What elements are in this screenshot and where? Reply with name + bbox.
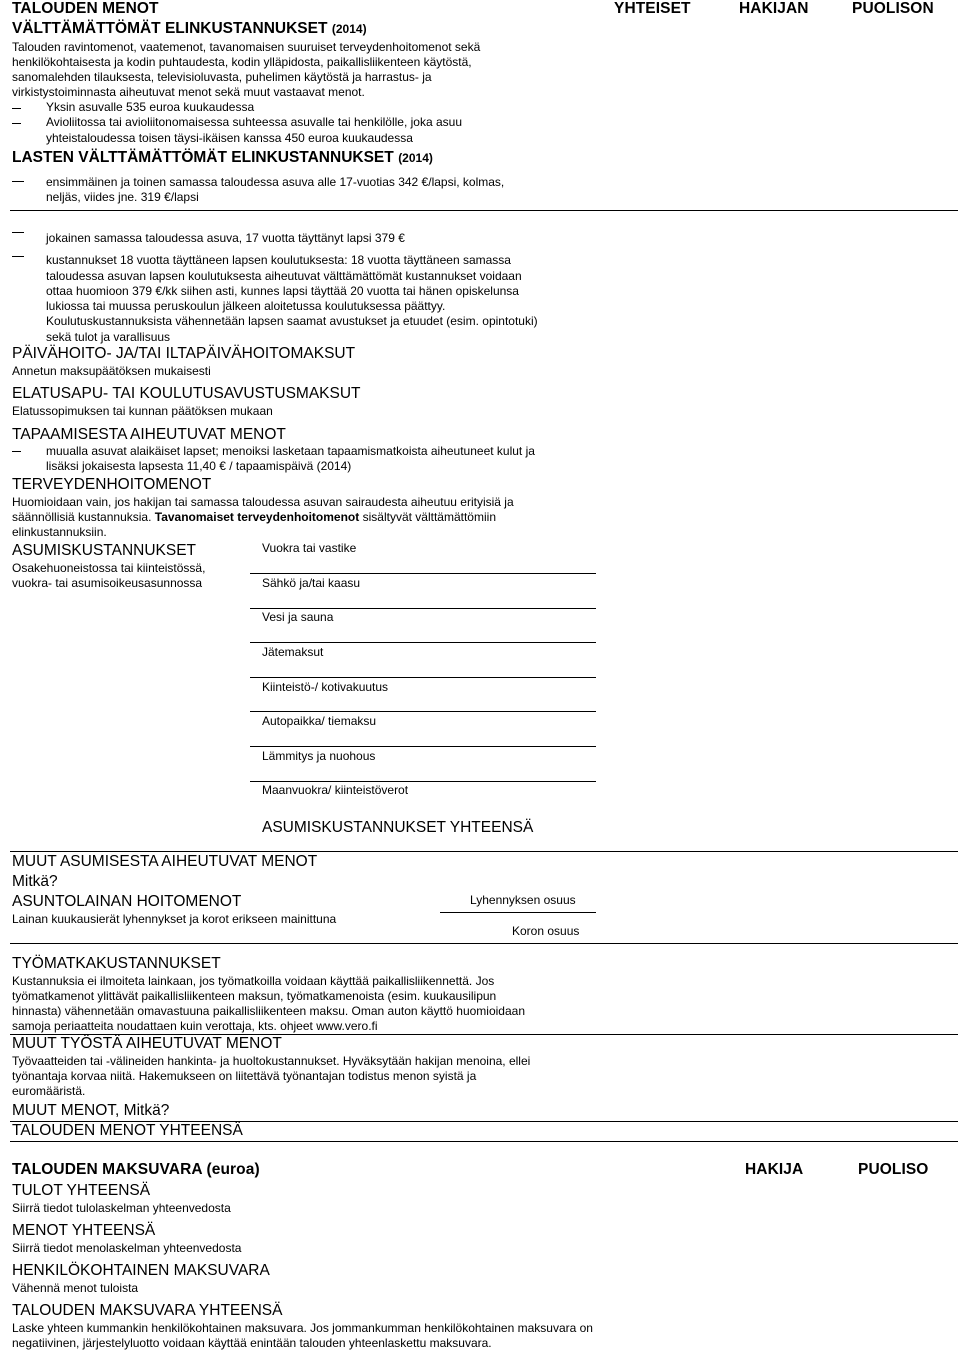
- section-commute-line: työmatkamenot ylittävät paikallisliikenteen maksun, työmatkamenoista (esim. kuukausilipun: [12, 989, 497, 1003]
- section-commute-title: TYÖMATKAKUSTANNUKSET: [12, 955, 221, 972]
- section-visitation-title: TAPAAMISESTA AIHEUTUVAT MENOT: [12, 426, 286, 443]
- s2-item-education-line: kustannukset 18 vuotta täyttäneen lapsen koulutuksesta: 18 vuotta täyttäneen samassa: [46, 253, 511, 267]
- housing-item-water: Vesi ja sauna: [262, 610, 334, 624]
- personal-capacity-title: HENKILÖKOHTAINEN MAKSUVARA: [12, 1262, 270, 1279]
- health-text-c: sisältyvät välttämättömiin: [362, 510, 496, 524]
- s1-text-line: henkilökohtaisesta ja kodin puhtaudesta, kodin ylläpidosta, paikallisliikenteen käytöstä,: [12, 55, 472, 69]
- s2-item-education-line: Koulutuskustannuksista vähennetään lapsen saamat avustukset ja etuudet (esim. opintotuki): [46, 314, 538, 328]
- housing-item-insurance-line: [250, 711, 596, 712]
- total-expenses-text: Siirrä tiedot menolaskelman yhteenvedosta: [12, 1241, 242, 1255]
- column-header-puoliso: PUOLISO: [858, 1161, 929, 1178]
- housing-item-water-line: [250, 642, 596, 643]
- section-year: (2014): [398, 151, 433, 165]
- housing-item-rent-line: [250, 573, 596, 574]
- s2-item-children-under17-cont: neljäs, viides jne. 319 €/lapsi: [46, 190, 199, 204]
- section-daycare-text: Annetun maksupäätöksen mukaisesti: [12, 364, 211, 378]
- row-divider: [10, 943, 958, 944]
- personal-capacity-text: Vähennä menot tuloista: [12, 1281, 139, 1295]
- section-health-line: Huomioidaan vain, jos hakijan tai samassa taloudessa asuvan sairaudesta aiheutuu erityisiä ja: [12, 495, 514, 509]
- page-title: TALOUDEN MENOT: [12, 0, 159, 17]
- housing-item-land-tax: Maanvuokra/ kiinteistöverot: [262, 783, 409, 797]
- housing-item-rent: Vuokra tai vastike: [262, 541, 357, 555]
- section-other-work-line: työnantaja korvaa niitä. Hakemukseen on liitettävä työnantajan todistus menon syistä ja: [12, 1069, 477, 1083]
- household-capacity-total-line: Laske yhteen kummankin henkilökohtainen maksuvara. Jos jommankumman henkilökohtainen maksuvara on: [12, 1321, 593, 1335]
- housing-item-electricity-line: [250, 608, 596, 609]
- s1-text-line: Talouden ravintomenot, vaatemenot, tavanomaisen suuruiset terveydenhoitomenot sekä: [12, 40, 481, 54]
- housing-item-parking: Autopaikka/ tiemaksu: [262, 714, 377, 728]
- section-commute-line: Kustannuksia ei ilmoiteta lainkaan, jos työmatkoilla voidaan käyttää paikallisliikennettä. Jos: [12, 974, 495, 988]
- health-text-a: säännöllisiä kustannuksia.: [12, 510, 152, 524]
- total-expenses-title: MENOT YHTEENSÄ: [12, 1222, 156, 1239]
- section-health-title: TERVEYDENHOITOMENOT: [12, 476, 212, 493]
- column-header-yhteiset: YHTEISET: [614, 0, 691, 17]
- household-capacity-total-line: negatiivinen, järjestelyluotto voidaan käyttää enintään talouden yhteenlaskettu maksuvara.: [12, 1336, 492, 1350]
- column-header-hakijan: HAKIJAN: [739, 0, 809, 17]
- housing-item-parking-line: [250, 746, 596, 747]
- mortgage-principal-label: Lyhennyksen osuus: [470, 893, 576, 907]
- column-header-hakija: HAKIJA: [745, 1161, 804, 1178]
- total-income-text: Siirrä tiedot tulolaskelman yhteenvedosta: [12, 1201, 231, 1215]
- housing-total: ASUMISKUSTANNUKSET YHTEENSÄ: [262, 819, 534, 836]
- column-header-puolison: PUOLISON: [852, 0, 934, 17]
- section-necessary-living-costs-title: [12, 20, 367, 38]
- section-other-housing-sub: Mitkä?: [12, 873, 58, 890]
- dash-bullet: [12, 451, 21, 452]
- s2-item-education-line: sekä tulot ja varallisuus: [46, 330, 171, 344]
- housing-item-electricity: Sähkö ja/tai kaasu: [262, 576, 361, 590]
- housing-item-insurance: Kiinteistö-/ kotivakuutus: [262, 680, 389, 694]
- section-other-work-title: MUUT TYÖSTÄ AIHEUTUVAT MENOT: [12, 1035, 282, 1052]
- housing-item-heating: Lämmitys ja nuohous: [262, 749, 376, 763]
- section-total-expenses-title: TALOUDEN MENOT YHTEENSÄ: [12, 1122, 243, 1139]
- section-other-housing-title: MUUT ASUMISESTA AIHEUTUVAT MENOT: [12, 853, 318, 870]
- total-income-title: TULOT YHTEENSÄ: [12, 1182, 151, 1199]
- s1-item-couple: Avioliitossa tai avioliitonomaisessa suhteessa asuvalle tai henkilölle, joka asuu: [46, 115, 463, 129]
- section-support-payments-text: Elatussopimuksen tai kunnan päätöksen mukaan: [12, 404, 273, 418]
- payment-capacity-title: TALOUDEN MAKSUVARA (euroa): [12, 1161, 260, 1178]
- housing-item-waste-line: [250, 677, 596, 678]
- section-mortgage-text: Lainan kuukausierät lyhennykset ja korot erikseen mainittuna: [12, 912, 337, 926]
- section-health-line: [12, 510, 496, 525]
- s2-item-education-line: lukiossa tai muussa peruskoulun jälkeen aloitetussa koulutuksessa päättyy.: [46, 299, 446, 313]
- section-housing-desc: Osakehuoneistossa tai kiinteistössä,: [12, 561, 206, 575]
- section-children-living-costs-title: [12, 149, 433, 167]
- section-visitation-line: muualla asuvat alaikäiset lapset; menoiksi lasketaan tapaamismatkoista aiheutuneet kulut ja: [46, 444, 535, 458]
- section-other-work-line: euromääristä.: [12, 1084, 86, 1098]
- dash-bullet: [12, 181, 24, 182]
- section-housing-desc: vuokra- tai asumisoikeusasunnossa: [12, 576, 203, 590]
- section-other-work-line: Työvaatteiden tai -välineiden hankinta- ja huoltokustannukset. Hyväksytään hakijan menoina, ellei: [12, 1054, 531, 1068]
- section-support-payments-title: ELATUSAPU- TAI KOULUTUSAVUSTUSMAKSUT: [12, 385, 361, 402]
- section-housing-title: ASUMISKUSTANNUKSET: [12, 542, 197, 559]
- row-divider: [10, 1141, 958, 1142]
- dash-bullet: [12, 256, 24, 257]
- s1-item-single: Yksin asuvalle 535 euroa kuukaudessa: [46, 100, 255, 114]
- household-capacity-total-title: TALOUDEN MAKSUVARA YHTEENSÄ: [12, 1302, 283, 1319]
- section-title-text: LASTEN VÄLTTÄMÄTTÖMÄT ELINKUSTANNUKSET: [12, 149, 394, 166]
- section-daycare-title: PÄIVÄHOITO- JA/TAI ILTAPÄIVÄHOITOMAKSUT: [12, 345, 356, 362]
- row-divider: [10, 210, 958, 211]
- mortgage-interest-label: Koron osuus: [512, 924, 580, 938]
- section-year: (2014): [331, 22, 367, 36]
- housing-item-waste: Jätemaksut: [262, 645, 324, 659]
- section-title-text: VÄLTTÄMÄTTÖMÄT ELINKUSTANNUKSET: [12, 20, 328, 37]
- section-commute-line: samoja periaatteita noudattaen kuin verottaja, kts. ohjeet www.vero.fi: [12, 1019, 378, 1033]
- health-text-bold: Tavanomaiset terveydenhoitomenot: [154, 510, 360, 524]
- s1-text-line: virkistystoiminnasta aiheutuvat menot sekä muut vastaavat menot.: [12, 85, 365, 99]
- dash-bullet: [12, 123, 21, 124]
- s2-item-education-line: taloudessa asuvan lapsen koulutuksesta aiheutuvat välttämättömät kustannukset voidaan: [46, 269, 522, 283]
- row-divider: [10, 851, 958, 852]
- section-visitation-line: lisäksi jokaisesta lapsesta 11,40 € / tapaamispäivä (2014): [46, 459, 352, 473]
- section-commute-line: hinnasta) vähennetään omavastuuna paikallisliikenteen maksu. Oman auton käyttö huomioidaan: [12, 1004, 525, 1018]
- dash-bullet: [12, 108, 21, 109]
- s2-item-children-under17: ensimmäinen ja toinen samassa taloudessa asuva alle 17-vuotias 342 €/lapsi, kolmas,: [46, 175, 505, 189]
- mortgage-principal-line: [440, 912, 596, 913]
- s2-item-education-line: ottaa huomioon 379 €/kk siihen asti, kunnes lapsi täyttää 20 vuotta tai hänen opiskelunsa: [46, 284, 519, 298]
- s1-item-couple-cont: yhteistaloudessa toisen täysi-ikäisen kanssa 450 euroa kuukaudessa: [46, 131, 413, 145]
- section-other-expenses-title: MUUT MENOT, Mitkä?: [12, 1102, 170, 1119]
- section-mortgage-title: ASUNTOLAINAN HOITOMENOT: [12, 893, 242, 910]
- s1-text-line: sanomalehden tilauksesta, televisioluvasta, puhelimen käytöstä ja harrastus- ja: [12, 70, 432, 84]
- dash-bullet: [12, 232, 24, 233]
- section-health-line: elinkustannuksiin.: [12, 525, 107, 539]
- housing-item-heating-line: [250, 781, 596, 782]
- s2-item-child-17: jokainen samassa taloudessa asuva, 17 vuotta täyttänyt lapsi 379 €: [46, 231, 405, 245]
